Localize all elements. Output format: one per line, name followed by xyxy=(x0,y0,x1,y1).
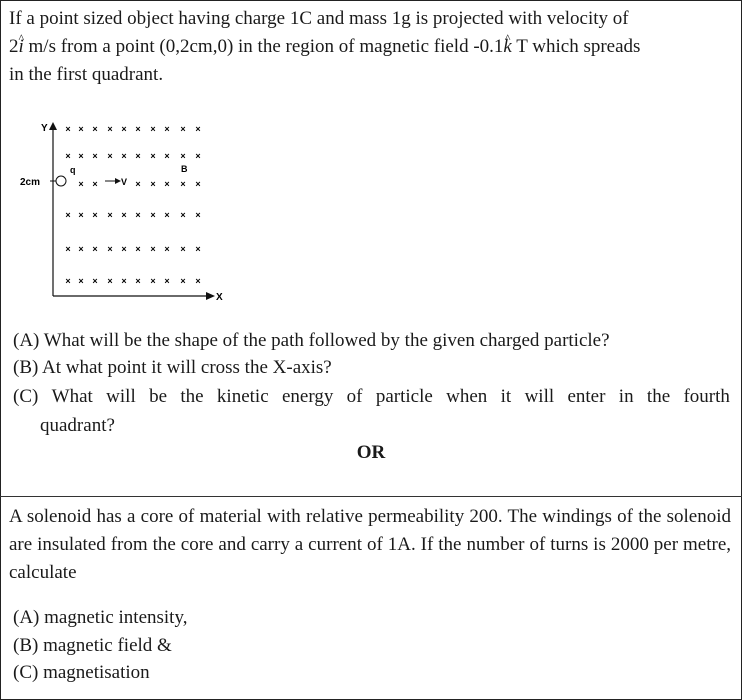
field-cross: × xyxy=(150,124,156,134)
field-cross: × xyxy=(164,276,170,286)
option-c-word: of xyxy=(346,386,363,407)
field-cross: × xyxy=(164,179,170,189)
field-cross: × xyxy=(195,210,201,220)
field-cross: × xyxy=(107,210,113,220)
field-cross: × xyxy=(65,244,71,254)
field-cross: × xyxy=(150,244,156,254)
field-cross: × xyxy=(180,124,186,134)
field-cross: × xyxy=(195,151,201,161)
field-cross: × xyxy=(78,276,84,286)
field-cross: × xyxy=(180,179,186,189)
magnetic-field-figure xyxy=(10,110,240,310)
field-cross: × xyxy=(78,244,84,254)
or-separator: OR xyxy=(356,442,386,463)
field-cross: × xyxy=(78,124,84,134)
field-cross: × xyxy=(121,151,127,161)
field-cross: × xyxy=(150,179,156,189)
option-c-word: What xyxy=(51,386,93,407)
field-cross: × xyxy=(92,179,98,189)
x-axis-arrow xyxy=(206,292,215,300)
field-cross: × xyxy=(135,244,141,254)
question-1-option-b: (B) At what point it will cross the X-axis? xyxy=(13,357,332,378)
field-cross: × xyxy=(195,124,201,134)
question-1-option-a: (A) What will be the shape of the path followed by the given charged particle? xyxy=(13,330,610,351)
field-cross: × xyxy=(92,151,98,161)
question-1-option-c-continued: quadrant? xyxy=(40,415,115,436)
option-c-word: particle xyxy=(375,386,433,407)
field-cross: × xyxy=(195,244,201,254)
field-cross: × xyxy=(135,151,141,161)
field-cross: × xyxy=(121,276,127,286)
question-1-line-2: 2i ^ m/s from a point (0,2cm,0) in the region of magnetic field -0.1k ^ T which spreads xyxy=(9,36,640,57)
field-cross: × xyxy=(180,151,186,161)
option-c-word: enter xyxy=(567,386,606,407)
field-cross: × xyxy=(121,124,127,134)
field-cross: × xyxy=(107,124,113,134)
question-1-text xyxy=(9,5,731,89)
option-c-word: energy xyxy=(281,386,334,407)
y-axis-label: Y xyxy=(41,123,48,134)
field-cross: × xyxy=(92,124,98,134)
charge-label: q xyxy=(70,165,76,175)
option-c-word: kinetic xyxy=(216,386,269,407)
question-1-option-c xyxy=(13,383,730,411)
field-cross: × xyxy=(164,244,170,254)
field-cross: × xyxy=(135,210,141,220)
field-cross: × xyxy=(121,244,127,254)
field-cross: × xyxy=(150,151,156,161)
field-cross: × xyxy=(78,179,84,189)
question-2-text: A solenoid has a core of material with relative permeability 200. The windings of the solenoid are insulated from the core and carry a current of 1A. If the number of turns is 2000 per metre, calculate xyxy=(9,506,731,583)
section-divider xyxy=(0,496,742,497)
field-cross: × xyxy=(164,151,170,161)
option-c-word: fourth xyxy=(683,386,730,407)
field-cross: × xyxy=(78,151,84,161)
field-cross: × xyxy=(65,124,71,134)
field-cross: × xyxy=(78,210,84,220)
field-cross: × xyxy=(121,210,127,220)
field-cross: × xyxy=(135,179,141,189)
field-cross: × xyxy=(180,276,186,286)
field-cross: × xyxy=(135,276,141,286)
field-cross: × xyxy=(164,124,170,134)
option-c-word: be xyxy=(149,386,168,407)
y-axis-arrow xyxy=(49,122,57,130)
option-c-word: when xyxy=(446,386,488,407)
field-cross: × xyxy=(107,244,113,254)
option-c-word: will xyxy=(106,386,136,407)
x-axis-label: X xyxy=(216,292,223,303)
field-cross: × xyxy=(135,124,141,134)
option-c-word: in xyxy=(618,386,634,407)
option-c-word: the xyxy=(180,386,204,407)
option-c-word: the xyxy=(646,386,671,407)
question-1-line-1: If a point sized object having charge 1C and mass 1g is projected with velocity of xyxy=(9,8,629,29)
option-c-word: it xyxy=(500,386,512,407)
field-cross: × xyxy=(65,210,71,220)
question-2-option-a: (A) magnetic intensity, xyxy=(13,607,188,628)
field-cross: × xyxy=(65,276,71,286)
field-cross: × xyxy=(150,210,156,220)
field-crosses xyxy=(65,124,200,286)
option-c-word: (C) xyxy=(13,386,39,407)
charged-particle xyxy=(56,176,66,186)
field-cross: × xyxy=(92,210,98,220)
question-2-option-c: (C) magnetisation xyxy=(13,662,150,683)
field-cross: × xyxy=(92,244,98,254)
field-cross: × xyxy=(107,276,113,286)
field-cross: × xyxy=(195,179,201,189)
question-2-option-b: (B) magnetic field & xyxy=(13,635,172,656)
field-cross: × xyxy=(150,276,156,286)
option-c-word: will xyxy=(524,386,555,407)
field-cross: × xyxy=(180,244,186,254)
question-1-line-3: in the first quadrant. xyxy=(9,64,164,85)
y-tick-label: 2cm xyxy=(20,177,41,188)
velocity-label: V xyxy=(121,177,128,187)
field-cross: × xyxy=(92,276,98,286)
field-cross: × xyxy=(195,276,201,286)
field-cross: × xyxy=(164,210,170,220)
field-cross: × xyxy=(107,151,113,161)
field-cross: × xyxy=(65,151,71,161)
field-cross: × xyxy=(180,210,186,220)
field-label: B xyxy=(181,164,188,174)
